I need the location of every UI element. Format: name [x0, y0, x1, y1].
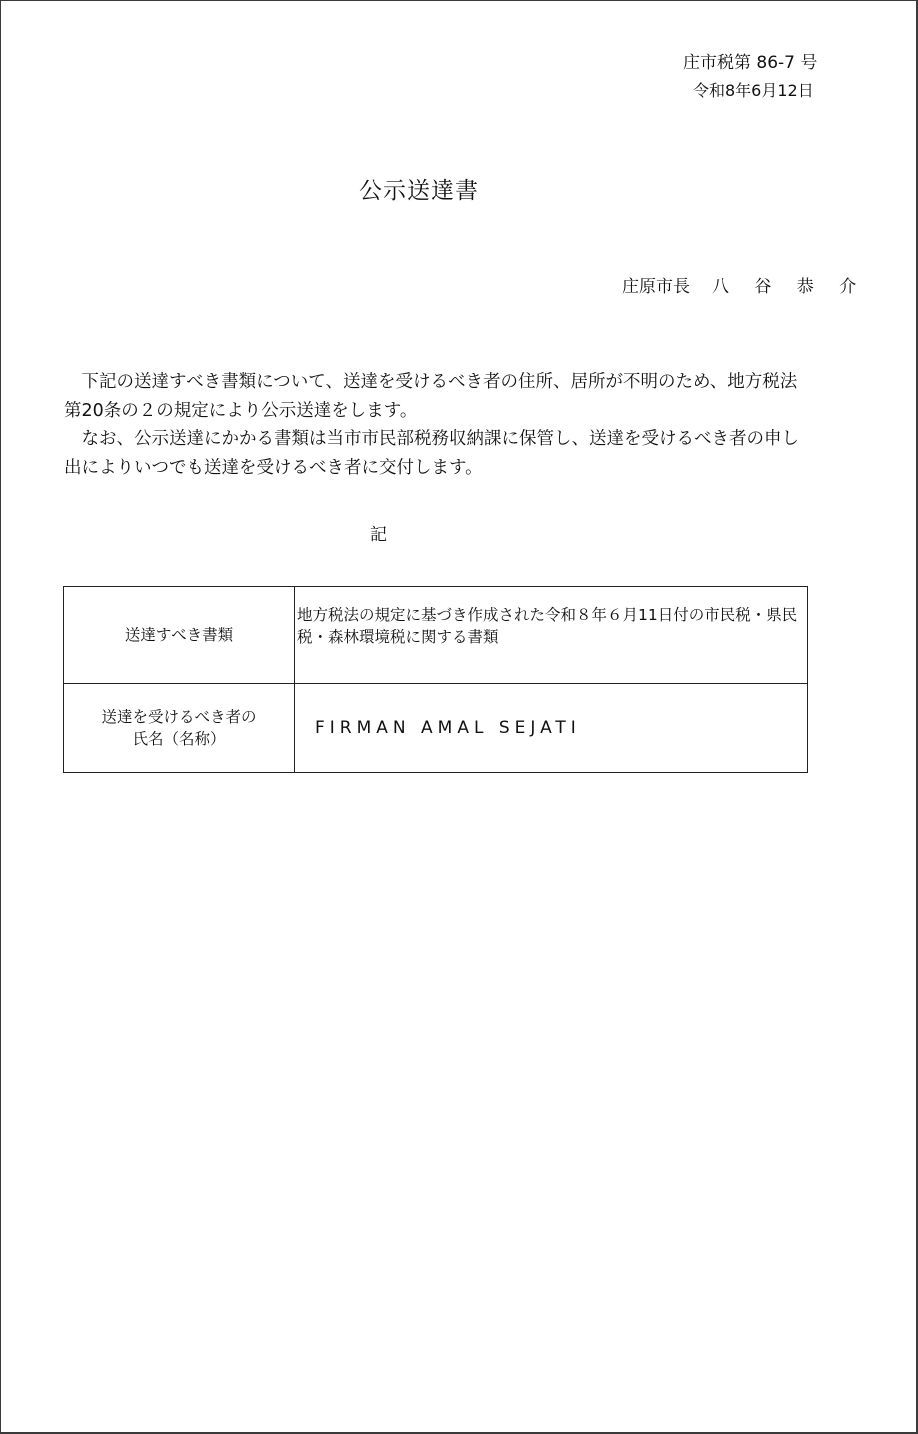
recipient-label-line-1: 送達を受けるべき者の [101, 708, 257, 726]
table-row [64, 587, 808, 684]
documents-value: 地方税法の規定に基づき作成された令和８年６月11日付の市民税・県民税・森林環境税に関する書類 [295, 587, 808, 684]
issuer [622, 272, 866, 297]
documents-label: 送達すべき書類 [64, 587, 295, 684]
issuer-title: 庄原市長 [622, 277, 690, 297]
notice-body [64, 368, 804, 482]
notice-paragraph-2: なお、公示送達にかかる書類は当市市民部税務収納課に保管し、送達を受けるべき者の申し出によりいつでも送達を受けるべき者に交付します。 [64, 429, 799, 478]
records-table [63, 586, 808, 773]
document-number: 庄市税第 86-7 号 [683, 53, 818, 73]
document-title: 公示送達書 [359, 178, 479, 204]
notice-paragraph-1: 下記の送達すべき書類について、送達を受けるべき者の住所、居所が不明のため、地方税法第20条の２の規定により公示送達をします。 [64, 372, 798, 421]
issuer-name: 八 谷 恭 介 [712, 277, 867, 297]
recipient-label [64, 684, 295, 773]
table-row [64, 684, 808, 773]
document-date: 令和8年6月12日 [693, 81, 814, 100]
ki-marker: 記 [370, 525, 387, 545]
recipient-name: FIRMAN AMAL SEJATI [295, 684, 808, 773]
recipient-label-line-2: 氏名（名称） [132, 730, 226, 748]
